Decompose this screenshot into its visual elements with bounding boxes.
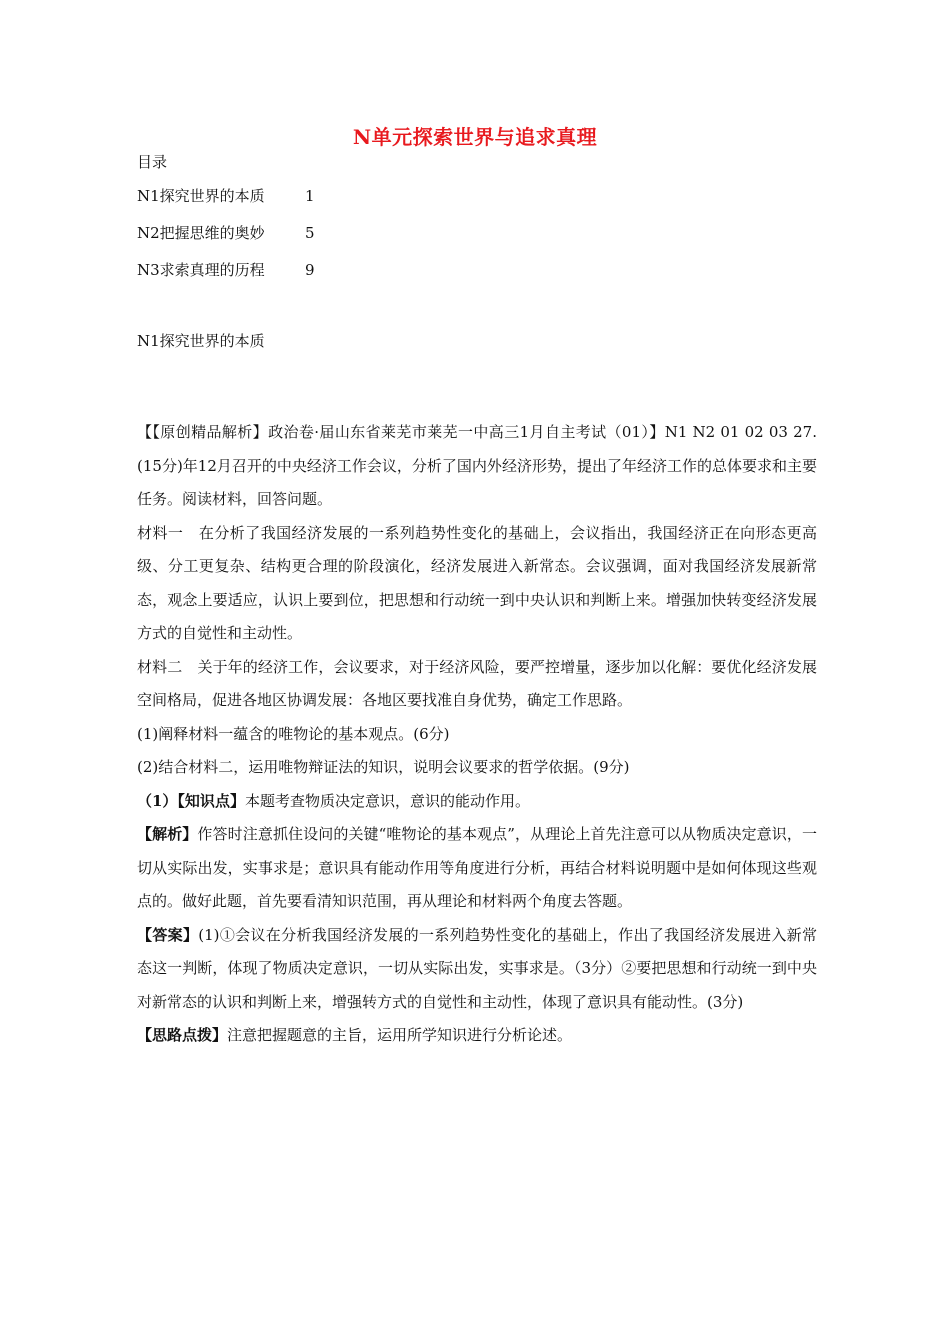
material-two: 材料二 关于年的经济工作，会议要求，对于经济风险，要严控增量，逐步加以化解：要优化经济发展空间格局，促进各地区协调发展：各地区要找准自身优势，确定工作思路。 (137, 657, 817, 709)
question-source: 【【原创精品解析】政治卷·届山东省莱芜市莱芜一中高三1月自主考试（01）】N1 N2 01 02 03 27.(15分)年12月召开的中央经济工作会议，分析了国内外经济形势，提出了年经济工作的总体要求和主要任务。阅读材料，回答问题。 (137, 423, 817, 508)
tip-label: 【思路点拨】 (137, 1026, 228, 1044)
answer-label: 【答案】 (137, 925, 199, 944)
document-title: N单元探索世界与追求真理 (352, 125, 598, 149)
answer-text: (1)①会议在分析我国经济发展的一系列趋势性变化的基础上，作出了我国经济发展进入新常态这一判断，体现了物质决定意识，一切从实际出发，实事求是。（3分）②要把思想和行动统一到中央对新常态的认识和判断上来，增强转方式的自觉性和主动性，体现了意识具有能动性。(3分) (137, 925, 817, 1011)
thinking-tip (137, 1019, 817, 1053)
table-of-contents (137, 184, 437, 295)
toc-item-label: N1探究世界的本质 (137, 187, 265, 205)
question-one: (1)阐释材料一蕴含的唯物论的基本观点。(6分) (137, 724, 450, 743)
toc-item[interactable] (137, 184, 437, 221)
toc-item-page: 5 (305, 224, 315, 242)
toc-heading: 目录 (137, 153, 168, 171)
knowledge-point (137, 785, 817, 819)
toc-item-page: 1 (305, 187, 315, 205)
analysis-label: 【解析】 (137, 825, 198, 843)
section-heading: N1探究世界的本质 (137, 332, 265, 350)
toc-item-label: N2把握思维的奥妙 (137, 224, 265, 242)
analysis-text: 作答时注意抓住设问的关键“唯物论的基本观点”，从理论上首先注意可以从物质决定意识，一切从实际出发，实事求是；意识具有能动作用等角度进行分析，再结合材料说明题中是如何体现这些观点的。做好此题，首先要看清知识范围，再从理论和材料两个角度去答题。 (137, 825, 817, 910)
question-two: (2)结合材料二，运用唯物辩证法的知识，说明会议要求的哲学依据。(9分) (137, 758, 630, 776)
toc-item[interactable] (137, 258, 437, 295)
material-one: 材料一 在分析了我国经济发展的一系列趋势性变化的基础上，会议指出，我国经济正在向形态更高级、分工更复杂、结构更合理的阶段演化，经济发展进入新常态。会议强调，面对我国经济发展新常态，观念上要适应，认识上要到位，把思想和行动统一到中央认识和判断上来。增强加快转变经济发展方式的自觉性和主动性。 (137, 523, 817, 642)
tip-text: 注意把握题意的主旨，运用所学知识进行分析论述。 (227, 1026, 573, 1044)
knowledge-text: 本题考查物质决定意识，意识的能动作用。 (244, 791, 530, 810)
analysis (137, 818, 817, 919)
answer (137, 919, 817, 1020)
toc-item-page: 9 (305, 261, 315, 279)
toc-item-label: N3求索真理的历程 (137, 261, 265, 279)
toc-item[interactable] (137, 221, 437, 258)
knowledge-label: （1）【知识点】 (137, 791, 245, 810)
document-body (137, 416, 817, 1053)
